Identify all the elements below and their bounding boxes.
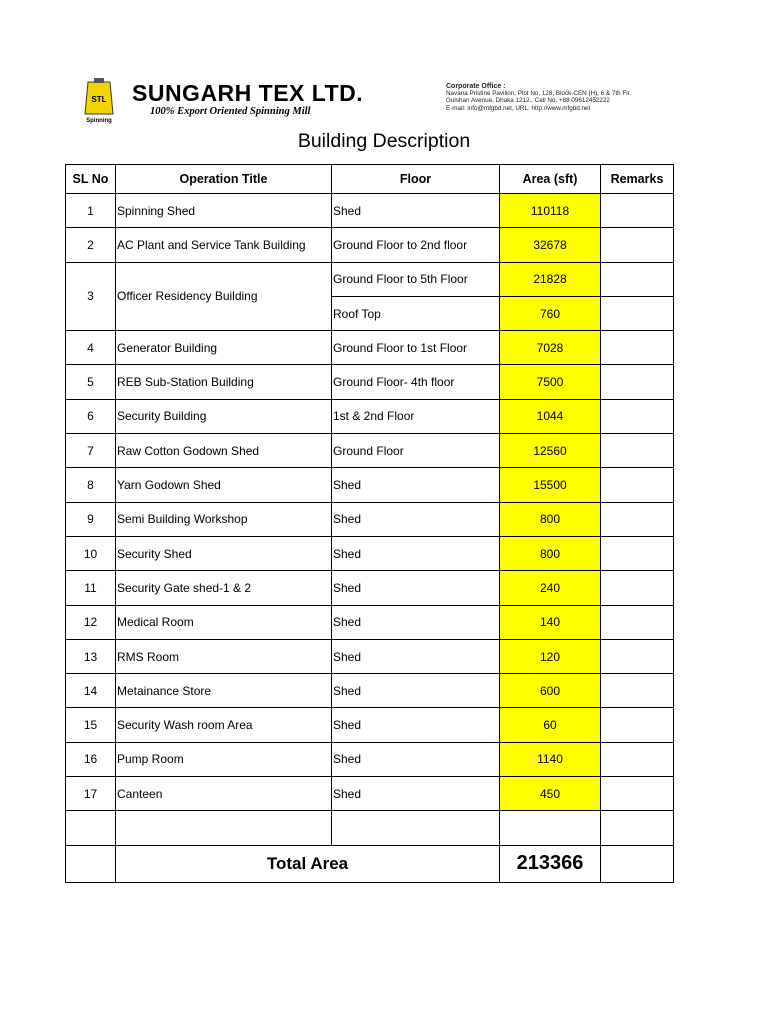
area-cell: 120	[500, 639, 601, 673]
empty-cell	[66, 811, 116, 845]
corporate-line: Gulshan Avenue, Dhaka 1212., Cell No. +88 09612452222	[446, 97, 610, 105]
sl-cell: 6	[66, 399, 116, 433]
table-row	[66, 262, 674, 296]
sl-cell: 4	[66, 331, 116, 365]
floor-cell: 1st & 2nd Floor	[332, 399, 500, 433]
sl-cell: 14	[66, 674, 116, 708]
table-row	[66, 399, 674, 433]
remarks-cell	[601, 399, 674, 433]
remarks-cell	[601, 708, 674, 742]
floor-cell: Shed	[332, 708, 500, 742]
operation-title-cell: Officer Residency Building	[116, 262, 332, 331]
remarks-cell	[601, 365, 674, 399]
area-cell: 7500	[500, 365, 601, 399]
operation-title-cell: Yarn Godown Shed	[116, 468, 332, 502]
remarks-cell	[601, 674, 674, 708]
table-row	[66, 536, 674, 570]
sl-cell: 11	[66, 571, 116, 605]
corporate-line: E-mail: info@mfgbd.net, URL: http://www.mfgbd.net	[446, 104, 591, 112]
building-table	[65, 164, 674, 883]
remarks-cell	[601, 605, 674, 639]
remarks-cell	[601, 536, 674, 570]
area-cell: 600	[500, 674, 601, 708]
operation-title-cell: Security Shed	[116, 536, 332, 570]
table-row	[66, 605, 674, 639]
sl-cell: 13	[66, 639, 116, 673]
floor-cell: Shed	[332, 742, 500, 776]
operation-title-cell: Security Building	[116, 399, 332, 433]
floor-cell: Shed	[332, 605, 500, 639]
operation-title-cell: Security Gate shed-1 & 2	[116, 571, 332, 605]
empty-cell	[332, 811, 500, 845]
area-cell: 60	[500, 708, 601, 742]
table-row	[66, 639, 674, 673]
floor-cell: Shed	[332, 674, 500, 708]
column-header: Floor	[332, 165, 500, 194]
table-header-row	[66, 165, 674, 194]
remarks-cell	[601, 194, 674, 228]
table-row	[66, 742, 674, 776]
sl-cell: 16	[66, 742, 116, 776]
company-tagline: 100% Export Oriented Spinning Mill	[150, 106, 311, 117]
remarks-cell	[601, 502, 674, 536]
remarks-cell	[601, 331, 674, 365]
floor-cell: Shed	[332, 777, 500, 811]
area-cell: 800	[500, 502, 601, 536]
area-cell: 32678	[500, 228, 601, 262]
operation-title-cell: Security Wash room Area	[116, 708, 332, 742]
remarks-cell	[601, 639, 674, 673]
area-cell: 140	[500, 605, 601, 639]
floor-cell: Ground Floor to 1st Floor	[332, 331, 500, 365]
floor-cell: Shed	[332, 639, 500, 673]
sl-cell: 15	[66, 708, 116, 742]
floor-cell: Roof Top	[332, 296, 500, 330]
operation-title-cell: Raw Cotton Godown Shed	[116, 434, 332, 468]
remarks-cell	[601, 777, 674, 811]
empty-cell	[601, 811, 674, 845]
logo-caption: Spinning	[86, 118, 112, 124]
floor-cell: Shed	[332, 194, 500, 228]
operation-title-cell: Medical Room	[116, 605, 332, 639]
area-cell: 110118	[500, 194, 601, 228]
column-header: SL No	[66, 165, 116, 194]
table-row	[66, 434, 674, 468]
sl-cell: 12	[66, 605, 116, 639]
sl-cell: 10	[66, 536, 116, 570]
empty-cell	[116, 811, 332, 845]
corporate-title: Corporate Office :	[446, 83, 506, 90]
sl-cell: 5	[66, 365, 116, 399]
empty-cell	[601, 845, 674, 882]
letterhead	[66, 74, 661, 128]
area-cell: 240	[500, 571, 601, 605]
remarks-cell	[601, 228, 674, 262]
column-header: Operation Title	[116, 165, 332, 194]
sl-cell: 3	[66, 262, 116, 331]
sl-cell: 7	[66, 434, 116, 468]
operation-title-cell: REB Sub-Station Building	[116, 365, 332, 399]
remarks-cell	[601, 262, 674, 296]
total-value: 213366	[500, 845, 601, 882]
operation-title-cell: Pump Room	[116, 742, 332, 776]
table-row	[66, 674, 674, 708]
sl-cell: 9	[66, 502, 116, 536]
operation-title-cell: AC Plant and Service Tank Building	[116, 228, 332, 262]
operation-title-cell: Semi Building Workshop	[116, 502, 332, 536]
company-name: SUNGARH TEX LTD.	[132, 80, 364, 106]
sl-cell: 17	[66, 777, 116, 811]
area-cell: 1140	[500, 742, 601, 776]
total-row	[66, 845, 674, 882]
operation-title-cell: Generator Building	[116, 331, 332, 365]
logo-icon	[82, 78, 116, 118]
table-row	[66, 708, 674, 742]
remarks-cell	[601, 296, 674, 330]
remarks-cell	[601, 468, 674, 502]
table-row	[66, 468, 674, 502]
sl-cell: 1	[66, 194, 116, 228]
column-header: Area (sft)	[500, 165, 601, 194]
empty-cell	[500, 811, 601, 845]
operation-title-cell: Spinning Shed	[116, 194, 332, 228]
company-logo	[82, 78, 116, 124]
page-title: Building Description	[297, 130, 471, 152]
operation-title-cell: Canteen	[116, 777, 332, 811]
area-cell: 800	[500, 536, 601, 570]
area-cell: 1044	[500, 399, 601, 433]
sl-cell: 2	[66, 228, 116, 262]
area-cell: 15500	[500, 468, 601, 502]
empty-cell	[66, 845, 116, 882]
table-row	[66, 331, 674, 365]
remarks-cell	[601, 571, 674, 605]
blank-row	[66, 811, 674, 845]
area-cell: 12560	[500, 434, 601, 468]
floor-cell: Shed	[332, 468, 500, 502]
corporate-line: Navana Pristine Pavilion, Plot No. 128, Block-CEN (H), 6 & 7th Flr.	[446, 90, 632, 98]
table-row	[66, 571, 674, 605]
floor-cell: Ground Floor to 5th Floor	[332, 262, 500, 296]
table-row	[66, 228, 674, 262]
area-cell: 7028	[500, 331, 601, 365]
area-cell: 760	[500, 296, 601, 330]
remarks-cell	[601, 434, 674, 468]
area-cell: 450	[500, 777, 601, 811]
total-label: Total Area	[116, 845, 500, 882]
table-row	[66, 194, 674, 228]
logo-text: STL	[91, 95, 107, 104]
floor-cell: Ground Floor- 4th floor	[332, 365, 500, 399]
corporate-office-address	[446, 83, 661, 112]
operation-title-cell: Metainance Store	[116, 674, 332, 708]
area-cell: 21828	[500, 262, 601, 296]
remarks-cell	[601, 742, 674, 776]
table-row	[66, 365, 674, 399]
operation-title-cell: RMS Room	[116, 639, 332, 673]
floor-cell: Shed	[332, 536, 500, 570]
floor-cell: Shed	[332, 502, 500, 536]
table-row	[66, 777, 674, 811]
table-row	[66, 502, 674, 536]
column-header: Remarks	[601, 165, 674, 194]
floor-cell: Ground Floor to 2nd floor	[332, 228, 500, 262]
floor-cell: Ground Floor	[332, 434, 500, 468]
sl-cell: 8	[66, 468, 116, 502]
floor-cell: Shed	[332, 571, 500, 605]
